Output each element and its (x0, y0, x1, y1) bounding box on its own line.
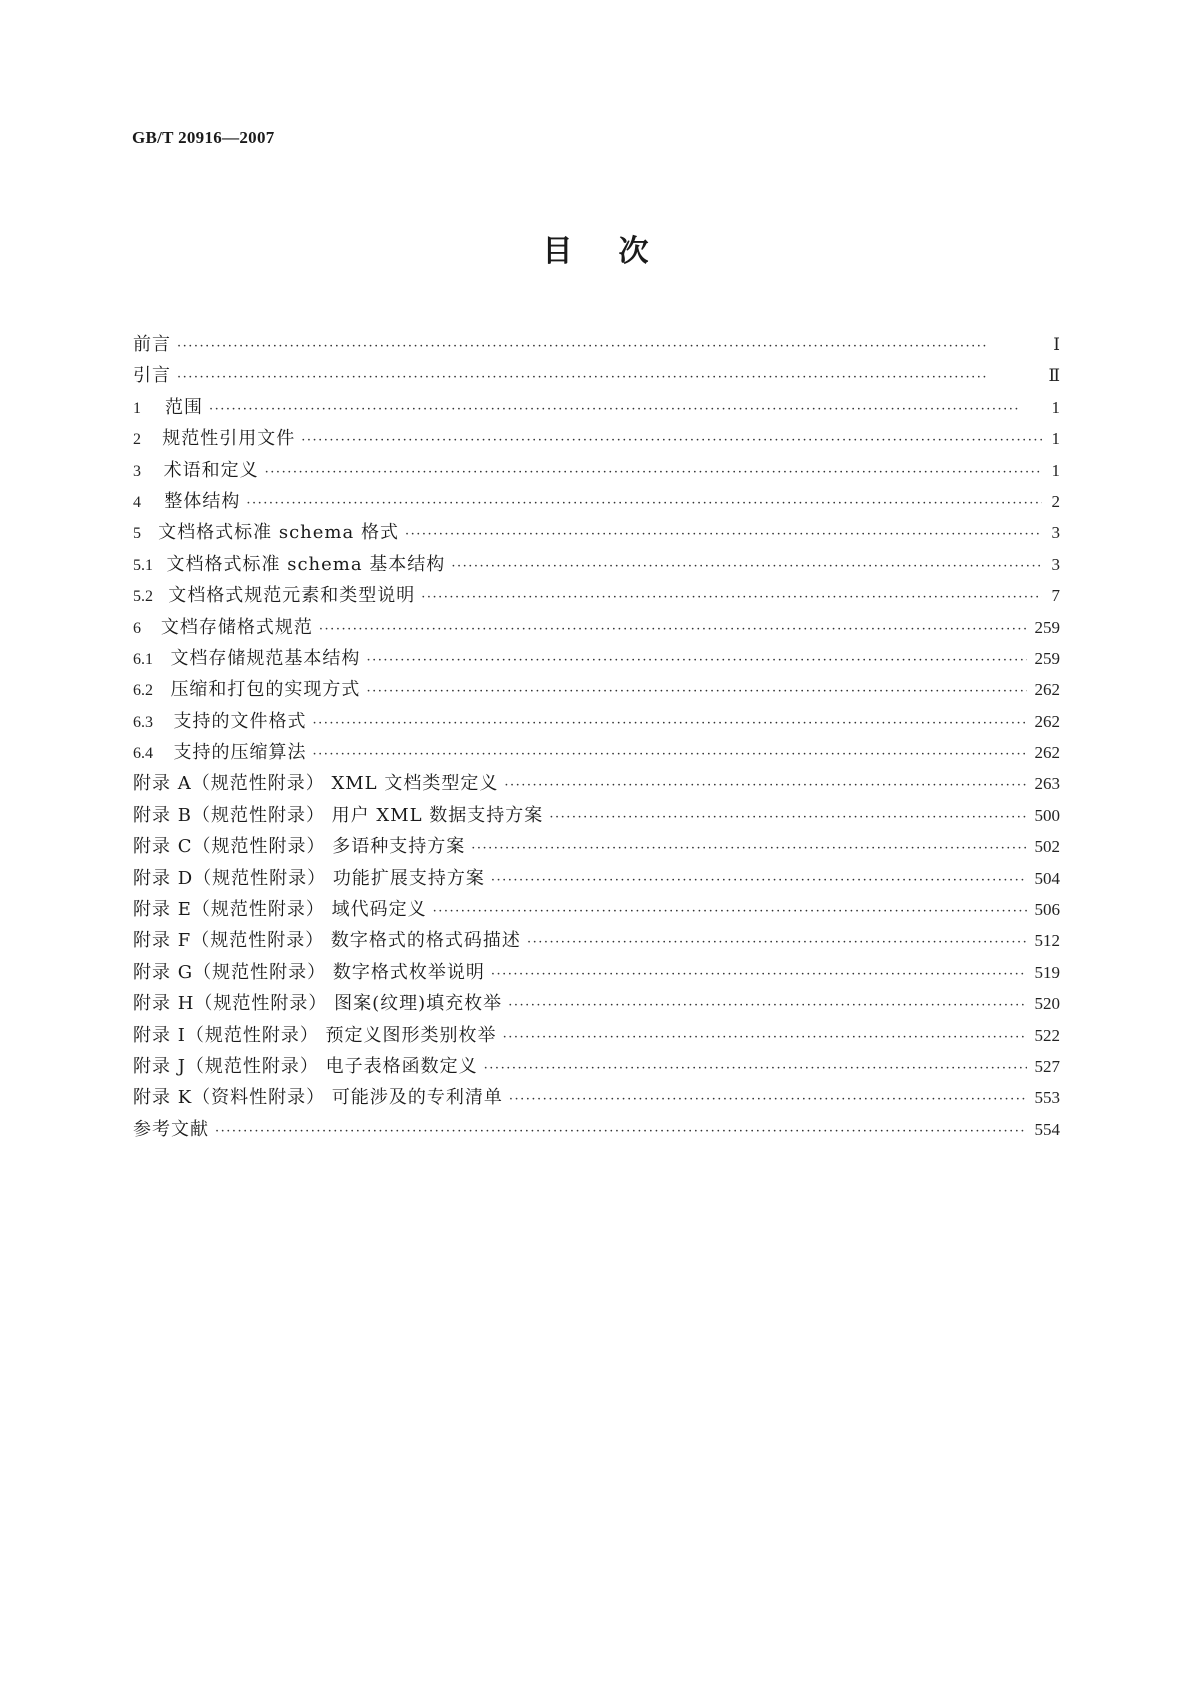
toc-entry-page: 502 (1034, 837, 1060, 857)
table-of-contents (133, 329, 1060, 1145)
toc-entry-page: 2 (1051, 491, 1060, 511)
dot-leader (471, 833, 1026, 864)
dot-leader (177, 362, 1040, 393)
toc-entry-page: 1 (1051, 429, 1060, 449)
toc-entry-page: 7 (1051, 586, 1060, 606)
toc-entry[interactable] (133, 329, 1060, 360)
toc-entry-number: 4 (133, 493, 141, 511)
toc-entry-number: 6.1 (133, 650, 153, 668)
toc-entry-label: 文档存储规范基本结构 (170, 647, 361, 669)
toc-entry-label: 规范性引用文件 (162, 428, 296, 450)
toc-entry-number: 2 (133, 431, 141, 449)
toc-entry-label: 附录 F（规范性附录） 数字格式的格式码描述 (133, 930, 521, 952)
toc-entry-label: 整体结构 (164, 490, 241, 512)
toc-entry[interactable] (133, 1082, 1060, 1113)
dot-leader (509, 1084, 1027, 1115)
toc-entry-label: 文档格式规范元素和类型说明 (168, 585, 416, 607)
toc-entry-label: 支持的文件格式 (173, 710, 307, 732)
dot-leader (484, 1053, 1027, 1084)
toc-entry-label: 附录 K（资料性附录） 可能涉及的专利清单 (133, 1087, 503, 1109)
toc-entry-label: 附录 E（规范性附录） 域代码定义 (133, 899, 427, 921)
toc-entry-label: 支持的压缩算法 (173, 742, 307, 764)
toc-entry-page: 553 (1034, 1088, 1060, 1108)
dot-leader (451, 551, 1042, 582)
dot-leader (491, 865, 1027, 896)
dot-leader (215, 1116, 1027, 1147)
toc-entry[interactable] (133, 957, 1060, 988)
toc-entry[interactable] (133, 486, 1060, 517)
dot-leader (549, 802, 1026, 833)
toc-entry-page: Ⅰ (1053, 335, 1060, 354)
toc-entry-page: 262 (1034, 711, 1060, 731)
toc-entry-page: 522 (1034, 1025, 1060, 1045)
toc-entry-number: 6.3 (133, 713, 153, 731)
toc-entry-label: 附录 H（规范性附录） 图案(纹理)填充枚举 (133, 993, 503, 1015)
toc-entry-number: 5.1 (133, 556, 153, 574)
toc-entry-label: 参考文献 (133, 1118, 209, 1140)
toc-entry-page: 519 (1034, 962, 1060, 982)
page-title: 目次 (542, 234, 695, 269)
toc-entry-page: 500 (1034, 805, 1060, 825)
dot-leader (508, 990, 1026, 1021)
toc-entry[interactable] (133, 863, 1060, 894)
toc-entry[interactable] (133, 549, 1060, 580)
dot-leader (405, 519, 1042, 550)
toc-entry-label: 附录 B（规范性附录） 用户 XML 数据支持方案 (133, 804, 544, 826)
toc-entry[interactable] (133, 737, 1060, 768)
toc-entry-page: 262 (1034, 743, 1060, 763)
toc-entry[interactable] (133, 988, 1060, 1019)
toc-entry[interactable] (133, 580, 1060, 611)
dot-leader (313, 739, 1027, 770)
dot-leader (366, 645, 1026, 676)
toc-entry-page: Ⅱ (1048, 366, 1060, 386)
toc-entry[interactable] (133, 768, 1060, 799)
toc-entry-page: 3 (1051, 554, 1060, 574)
toc-entry-label: 文档存储格式规范 (160, 616, 313, 638)
toc-entry-number: 5.2 (133, 588, 153, 606)
dot-leader (246, 488, 1042, 519)
toc-entry[interactable] (133, 800, 1060, 831)
dot-leader (265, 457, 1042, 488)
toc-entry-page: 527 (1034, 1056, 1060, 1076)
dot-leader (504, 770, 1026, 801)
toc-entry-label: 附录 J（规范性附录） 电子表格函数定义 (133, 1055, 478, 1077)
toc-entry-label: 引言 (133, 365, 171, 387)
toc-entry-page: 520 (1034, 994, 1060, 1014)
toc-entry-label: 附录 I（规范性附录） 预定义图形类别枚举 (133, 1024, 497, 1046)
toc-entry-number: 6.4 (133, 745, 153, 763)
toc-entry-label: 压缩和打包的实现方式 (170, 679, 361, 701)
toc-entry[interactable] (133, 392, 1060, 423)
toc-entry-page: 259 (1034, 617, 1060, 637)
toc-entry-page: 1 (1051, 460, 1060, 480)
toc-entry-label: 附录 D（规范性附录） 功能扩展支持方案 (133, 867, 485, 889)
toc-entry[interactable] (133, 925, 1060, 956)
dot-leader (491, 959, 1027, 990)
dot-leader (313, 708, 1027, 739)
dot-leader (301, 425, 1042, 456)
toc-entry-label: 文档格式标准 schema 基本结构 (166, 553, 446, 575)
dot-leader (503, 1022, 1027, 1053)
standard-code: GB/T 20916—2007 (132, 128, 275, 147)
toc-entry[interactable] (133, 1114, 1060, 1145)
toc-entry-number: 1 (133, 399, 141, 417)
dot-leader (421, 582, 1042, 613)
toc-entry-label: 术语和定义 (163, 459, 259, 481)
toc-entry-label: 附录 C（规范性附录） 多语种支持方案 (133, 836, 466, 858)
toc-entry[interactable] (133, 674, 1060, 705)
toc-entry-page: 3 (1051, 523, 1060, 543)
toc-entry-page: 554 (1034, 1119, 1060, 1139)
toc-entry-page: 259 (1034, 648, 1060, 668)
toc-entry-page: 262 (1034, 680, 1060, 700)
toc-entry[interactable] (133, 831, 1060, 862)
toc-entry-number: 5 (133, 525, 141, 543)
toc-entry-label: 前言 (133, 334, 171, 355)
toc-entry-page: 512 (1034, 931, 1060, 951)
toc-entry-page: 506 (1034, 900, 1060, 920)
toc-entry[interactable] (133, 643, 1060, 674)
toc-entry[interactable] (133, 517, 1060, 548)
dot-leader (366, 676, 1026, 707)
toc-entry-page: 263 (1034, 774, 1060, 794)
dot-leader (433, 896, 1027, 927)
toc-entry[interactable] (133, 360, 1060, 391)
dot-leader (527, 927, 1027, 958)
toc-entry-page: 504 (1034, 868, 1060, 888)
toc-entry[interactable] (133, 706, 1060, 737)
toc-entry[interactable] (133, 894, 1060, 925)
toc-entry-label: 附录 G（规范性附录） 数字格式枚举说明 (133, 961, 485, 983)
toc-entry[interactable] (133, 1020, 1060, 1051)
dot-leader (177, 331, 1042, 362)
toc-entry[interactable] (133, 1051, 1060, 1082)
toc-entry[interactable] (133, 612, 1060, 643)
toc-entry-number: 6 (133, 619, 141, 637)
toc-entry-label: 文档格式标准 schema 格式 (158, 522, 399, 544)
dot-leader (209, 394, 1042, 425)
toc-entry[interactable] (133, 455, 1060, 486)
toc-entry-page: 1 (1051, 397, 1060, 417)
toc-entry[interactable] (133, 423, 1060, 454)
dot-leader (319, 614, 1027, 645)
toc-entry-number: 3 (133, 462, 141, 480)
toc-entry-label: 附录 A（规范性附录） XML 文档类型定义 (133, 773, 499, 795)
toc-entry-label: 范围 (165, 396, 203, 418)
toc-entry-number: 6.2 (133, 682, 153, 700)
